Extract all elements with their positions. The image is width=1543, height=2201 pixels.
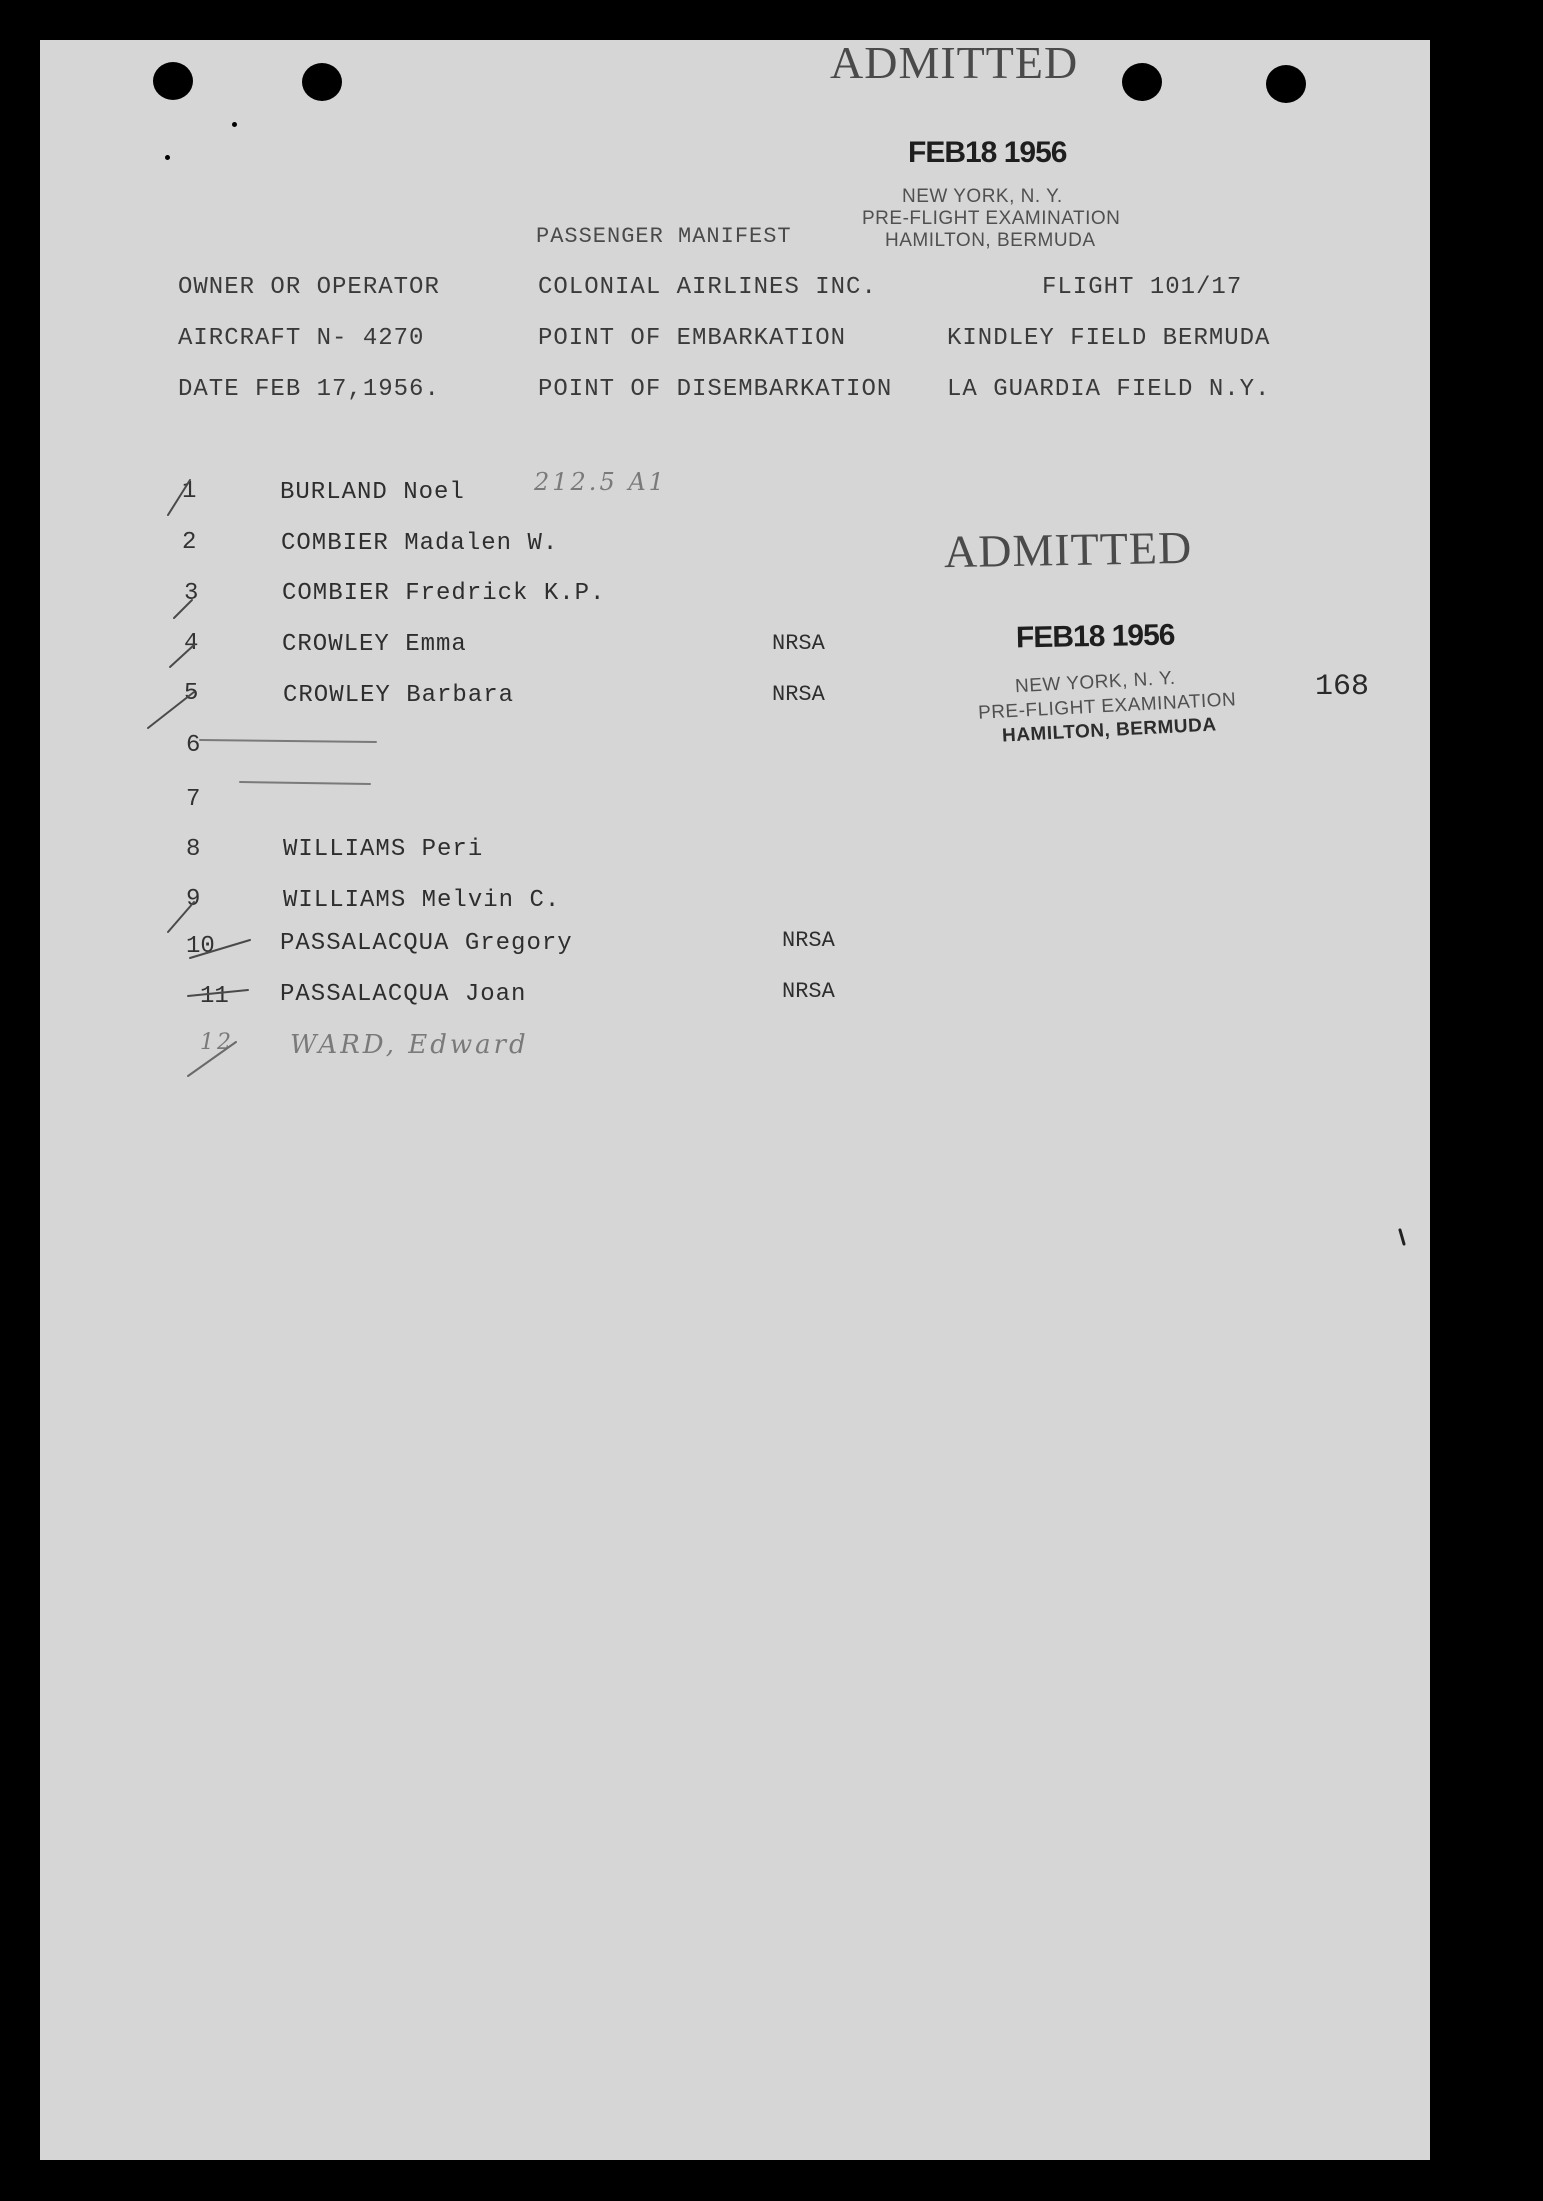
stamp-line: NEW YORK, N. Y. [1014, 667, 1177, 698]
passenger-name: PASSALACQUA Gregory [280, 930, 573, 957]
punch-hole [302, 63, 342, 101]
row-number: 1 [182, 478, 197, 505]
stamp-line: HAMILTON, BERMUDA [1001, 714, 1218, 747]
flight-number: FLIGHT 101/17 [1042, 274, 1243, 301]
row-number: 7 [186, 786, 201, 813]
row-number: 8 [186, 836, 201, 863]
punch-hole [1122, 63, 1162, 101]
manifest-sheet [40, 40, 1430, 2160]
passenger-name: COMBIER Madalen W. [281, 530, 559, 557]
row-number: 6 [186, 732, 201, 759]
stamp-line: NEW YORK, N. Y. [902, 186, 1063, 207]
owner-value: COLONIAL AIRLINES INC. [538, 274, 877, 301]
passenger-name: BURLAND Noel [280, 479, 465, 506]
passenger-name: CROWLEY Barbara [283, 682, 515, 709]
page-number: 168 [1315, 670, 1370, 704]
flight-date: DATE FEB 17,1956. [178, 376, 440, 403]
embarkation-label: POINT OF EMBARKATION [538, 325, 847, 352]
disembarkation-value: LA GUARDIA FIELD N.Y. [947, 376, 1271, 403]
punch-hole [153, 62, 193, 100]
stamp-line: PRE-FLIGHT EXAMINATION [862, 208, 1121, 229]
status-code: NRSA [772, 631, 825, 656]
passenger-name: PASSALACQUA Joan [280, 981, 527, 1008]
passenger-name: CROWLEY Emma [282, 631, 467, 658]
stamp-date: FEB18 1956 [1015, 618, 1175, 655]
stamp-line: HAMILTON, BERMUDA [885, 230, 1096, 251]
pen-marks [40, 40, 1430, 2160]
passenger-name: WILLIAMS Melvin C. [283, 887, 561, 914]
stamp-admitted-text: ADMITTED [943, 521, 1193, 578]
stamp-admitted-text: ADMITTED [830, 40, 1079, 88]
row-number: 11 [200, 983, 229, 1010]
owner-label: OWNER OR OPERATOR [178, 274, 440, 301]
row-number: 3 [184, 580, 199, 607]
status-code: NRSA [782, 979, 835, 1004]
handwritten-entry-name: WARD, Edward [290, 1030, 529, 1060]
passenger-name: COMBIER Fredrick K.P. [282, 580, 606, 607]
aircraft-number: AIRCRAFT N- 4270 [178, 325, 425, 352]
status-code: NRSA [782, 928, 835, 953]
stamp-line: PRE-FLIGHT EXAMINATION [977, 689, 1237, 724]
disembarkation-label: POINT OF DISEMBARKATION [538, 376, 893, 403]
handwritten-entry-number: 12 [200, 1030, 234, 1055]
row-number: 5 [184, 680, 199, 707]
punch-hole [165, 155, 170, 160]
handwritten-note: 212.5 A1 [534, 468, 667, 496]
row-number: 2 [182, 529, 197, 556]
row-number: 9 [186, 886, 201, 913]
document-title: PASSENGER MANIFEST [536, 224, 792, 249]
row-number: 4 [184, 630, 199, 657]
passenger-name: WILLIAMS Peri [283, 836, 484, 863]
stamp-date: FEB18 1956 [908, 136, 1067, 169]
embarkation-value: KINDLEY FIELD BERMUDA [947, 325, 1271, 352]
row-number: 10 [186, 933, 215, 960]
status-code: NRSA [772, 682, 825, 707]
punch-hole [232, 122, 237, 127]
punch-hole [1266, 65, 1306, 103]
